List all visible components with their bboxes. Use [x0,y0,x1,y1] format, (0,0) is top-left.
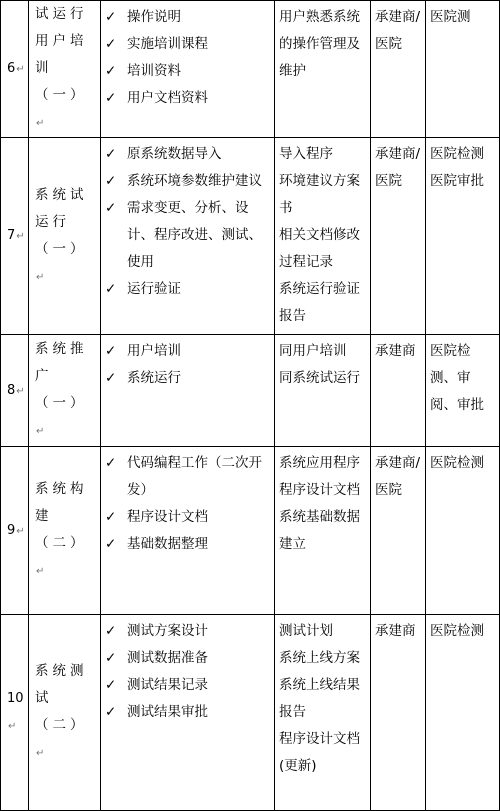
phase-cell: 系统构建（二）↵ [29,447,101,615]
phase-cell: 系统试运行（一）↵ [29,138,101,335]
outputs-cell [275,1,371,138]
check-icon: ✓ [105,623,117,639]
task-item: ✓ 测试结果审批 [105,699,270,726]
check-icon: ✓ [105,677,117,693]
phase-cell: 试运行用户培训（一）↵ [29,1,101,138]
owner-cell: 承建商/医院 [371,1,426,138]
table-row [1,1,500,138]
owner-cell: 承建商 [371,615,426,811]
tasks-cell [101,335,275,447]
check-icon: ✓ [105,536,117,552]
task-item: ✓ 系统环境参数维护建议 [105,168,270,195]
check-icon: ✓ [105,650,117,666]
check-icon: ✓ [105,281,117,297]
table-row [1,335,500,447]
check-icon: ✓ [105,200,117,216]
task-item: ✓ 基础数据整理 [105,531,270,558]
phase-cell: 系统测试（二）↵ [29,615,101,811]
row-number-cell: 9↵ [1,447,29,615]
check-icon: ✓ [105,173,117,189]
reviewer-cell: 医院检测医院审批 [426,138,500,335]
check-icon: ✓ [105,370,117,386]
row-number-cell: 8↵ [1,335,29,447]
reviewer-cell: 医院测 [426,1,500,138]
check-icon: ✓ [105,90,117,106]
row-number-cell: 7↵ [1,138,29,335]
output-item: 导入程序 [279,146,333,162]
output-item: 系统上线方案 [279,650,360,666]
output-item: 系统运行验证报告 [279,281,360,324]
check-icon: ✓ [105,146,117,162]
tasks-cell [101,1,275,138]
outputs-cell [275,335,371,447]
task-item: ✓ 测试结果记录 [105,672,270,699]
reviewer-cell: 医院检测 [426,447,500,615]
owner-cell: 承建商/医院 [371,138,426,335]
output-item: 系统应用程序 [279,455,360,471]
task-item: ✓ 用户培训 [105,338,270,365]
task-item: ✓ 用户文档资料 [105,85,270,112]
task-item: ✓ 系统运行 [105,365,270,392]
output-item: 系统基础数据建立 [279,509,360,552]
output-item: 环境建议方案书 [279,173,360,216]
task-item: ✓ 测试方案设计 [105,618,270,645]
task-item: ✓ 操作说明 [105,4,270,31]
task-item: ✓ 培训资料 [105,58,270,85]
tasks-cell [101,138,275,335]
table-row [1,138,500,335]
task-item: ✓ 运行验证 [105,276,270,303]
outputs-cell [275,615,371,811]
task-item: ✓ 实施培训课程 [105,31,270,58]
table-row [1,615,500,811]
task-item: ✓ 原系统数据导入 [105,141,270,168]
output-item: 程序设计文档(更新) [279,731,360,774]
reviewer-cell: 医院检测 [426,615,500,811]
check-icon: ✓ [105,455,117,471]
tasks-cell [101,447,275,615]
check-icon: ✓ [105,9,117,25]
output-item: 同系统试运行 [279,370,360,386]
output-item: 用户熟悉系统的操作管理及维护 [279,9,360,79]
owner-cell: 承建商/医院 [371,447,426,615]
check-icon: ✓ [105,704,117,720]
owner-cell: 承建商 [371,335,426,447]
task-item: ✓ 程序设计文档 [105,504,270,531]
output-item: 测试计划 [279,623,333,639]
output-item: 系统上线结果报告 [279,677,360,720]
output-item: 程序设计文档 [279,482,360,498]
check-icon: ✓ [105,36,117,52]
outputs-cell [275,447,371,615]
check-icon: ✓ [105,343,117,359]
table-row [1,447,500,615]
task-item: ✓ 需求变更、分析、设计、程序改进、测试、使用 [105,195,270,276]
task-item: ✓ 代码编程工作（二次开发） [105,450,270,504]
outputs-cell [275,138,371,335]
row-number-cell: 10↵ [1,615,29,811]
task-item: ✓ 测试数据准备 [105,645,270,672]
check-icon: ✓ [105,509,117,525]
reviewer-cell: 医院检测、审阅、审批 [426,335,500,447]
check-icon: ✓ [105,63,117,79]
phase-cell: 系统推广（一）↵ [29,335,101,447]
output-item: 相关文档修改过程记录 [279,227,360,270]
output-item: 同用户培训 [279,343,347,359]
tasks-cell [101,615,275,811]
row-number-cell: 6↵ [1,1,29,138]
